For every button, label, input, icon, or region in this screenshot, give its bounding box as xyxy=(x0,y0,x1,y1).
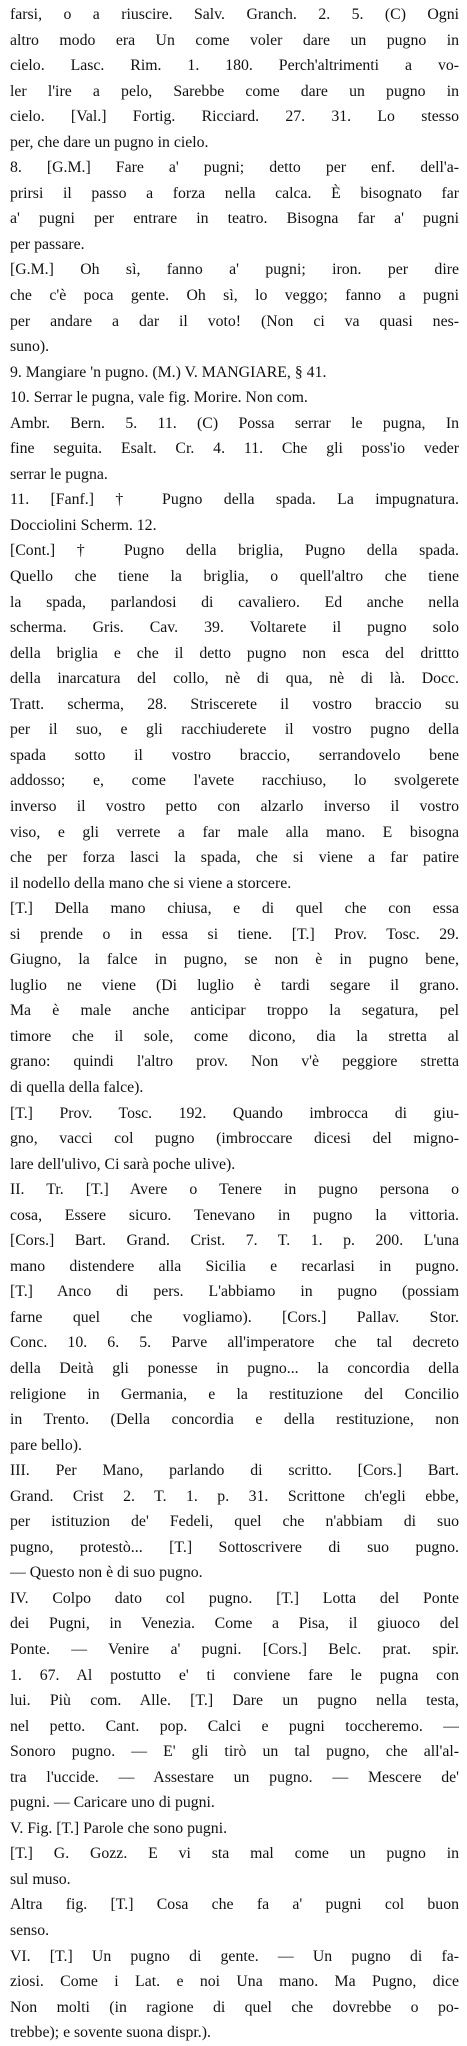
text-line: si prende o in essa si tiene. [T.] Prov. Tosc. 29. xyxy=(10,925,459,943)
text-line: gno, vacci col pugno (imbroccare dicesi del migno- xyxy=(10,1130,459,1148)
text-line: sul muso. xyxy=(10,1870,71,1888)
text-line: II. Tr. [T.] Avere o Tenere in pugno persona o xyxy=(10,1181,459,1199)
text-line: pugno, protestò... [T.] Sottoscrivere di suo pugno. xyxy=(10,1538,459,1556)
text-line: della Deità gli ponesse in pugno... la concordia della xyxy=(10,1359,459,1377)
text-line: — Questo non è di suo pugno. xyxy=(10,1564,203,1582)
text-line: trebbe); e sovente suona dispr.). xyxy=(10,2024,211,2042)
text-line: il nodello della mano che si viene a storcere. xyxy=(10,874,292,892)
text-line: [T.] G. Gozz. E vi sta mal come un pugno in xyxy=(10,1845,459,1863)
text-line: scherma. Gris. Cav. 39. Voltarete il pugno solo xyxy=(10,619,459,637)
text-line: Ma è male anche anticipar troppo la segatura, pel xyxy=(10,1002,459,1020)
text-line: suno). xyxy=(10,338,50,356)
text-line: per passare. xyxy=(10,235,85,253)
text-line: Quello che tiene la briglia, o quell'altro che tiene xyxy=(10,568,459,586)
text-line: III. Per Mano, parlando di scritto. [Cors.] Bart. xyxy=(10,1462,459,1480)
text-line: [T.] Anco di pers. L'abbiamo in pugno (possiam xyxy=(10,1283,459,1301)
text-line: di quella della falce). xyxy=(10,1078,144,1096)
text-line: ziosi. Come i Lat. e noi Una mano. Ma Pugno, dice xyxy=(10,1973,459,1991)
text-line: inverso il vostro petto con alzarlo inverso il vostro xyxy=(10,797,459,815)
text-line: Sonoro pugno. — E' gli tirò un tal pugno, che all'al- xyxy=(10,1743,459,1761)
text-line: nel petto. Cant. pop. Calci e pugni toccheremo. — xyxy=(10,1717,459,1735)
text-line: per istituzion de' Fedeli, quel che n'abbiam di suo xyxy=(10,1513,459,1531)
text-line: lare dell'ulivo, Ci sarà poche ulive). xyxy=(10,1155,236,1173)
text-line: ler l'ire a pelo, Sarebbe come dare un pugno in xyxy=(10,82,459,100)
text-line: spada sotto il vostro braccio, serrandovelo bene xyxy=(10,746,459,764)
text-line: Altra fig. [T.] Cosa che fa a' pugni col buon xyxy=(10,1896,459,1914)
text-line: serrar le pugna. xyxy=(10,465,108,483)
text-line: tra l'uccide. — Assestare un pugno. — Mescere de' xyxy=(10,1768,459,1786)
text-line: che c'è poca gente. Oh sì, lo veggo; fanno a pugni xyxy=(10,287,459,305)
text-line: 8. [G.M.] Fare a' pugni; detto per enf. dell'a- xyxy=(10,159,459,177)
text-line: IV. Colpo dato col pugno. [T.] Lotta del Ponte xyxy=(10,1589,459,1607)
text-line: farne quel che vogliamo). [Cors.] Pallav. Stor. xyxy=(10,1308,459,1326)
text-line: VI. [T.] Un pugno di gente. — Un pugno di fa- xyxy=(10,1947,459,1965)
text-line: Ambr. Bern. 5. 11. (C) Possa serrar le pugna, In xyxy=(10,414,459,432)
text-line: pare bello). xyxy=(10,1436,82,1454)
text-line: [G.M.] Oh sì, fanno a' pugni; iron. per dire xyxy=(10,261,459,279)
text-line: pugni. — Caricare uno di pugni. xyxy=(10,1794,215,1812)
text-line: altro modo era Un come voler dare un pugno in xyxy=(10,31,459,49)
text-line: [T.] Prov. Tosc. 192. Quando imbrocca di giu- xyxy=(10,1104,459,1122)
text-line: religione in Germania, e la restituzione del Concilio xyxy=(10,1385,459,1403)
text-line: [Cont.] † Pugno della briglia, Pugno della spada. xyxy=(10,542,459,560)
text-line: viso, e gli verrete a far male alla mano. E bisogna xyxy=(10,823,459,841)
text-line: [Cors.] Bart. Grand. Crist. 7. T. 1. p. 200. L'una xyxy=(10,1232,459,1250)
text-line: addosso; e, come l'avete racchiuso, lo svolgerete xyxy=(10,772,459,790)
text-line: Tratt. scherma, 28. Striscerete il vostro braccio su xyxy=(10,695,459,713)
text-line: lui. Più com. Alle. [T.] Dare un pugno nella testa, xyxy=(10,1692,459,1710)
text-line: per il suo, e gli racchiuderete il vostro pugno della xyxy=(10,721,459,739)
text-line: cielo. Lasc. Rim. 1. 180. Perch'altrimenti a vo- xyxy=(10,57,459,75)
text-line: 11. [Fanf.] † Pugno della spada. La impugnatura. xyxy=(10,491,459,509)
text-line: [T.] Della mano chiusa, e di quel che con essa xyxy=(10,900,459,918)
text-line: farsi, o a riuscire. Salv. Granch. 2. 5. (C) Ogni xyxy=(10,6,459,23)
text-line: senso. xyxy=(10,1922,50,1940)
text-line: 10. Serrar le pugna, vale fig. Morire. Non com. xyxy=(10,389,308,407)
text-line: per andare a dar il voto! (Non ci va quasi nes- xyxy=(10,312,459,330)
text-line: Ponte. — Venire a' pugni. [Cors.] Belc. prat. spir. xyxy=(10,1641,459,1658)
text-line: Giugno, la falce in pugno, se non è in pugno bene, xyxy=(10,951,459,969)
text-line: dei Pugni, in Venezia. Come a Pisa, il giuoco del xyxy=(10,1615,459,1633)
text-line: fine seguita. Esalt. Cr. 4. 11. Che gli poss'io veder xyxy=(10,440,459,458)
text-line: in Trento. (Della concordia e della restituzione, non xyxy=(10,1411,459,1429)
text-line: Docciolini Scherm. 12. xyxy=(10,516,157,534)
text-line: mano distendere alla Sicilia e recarlasi in pugno. xyxy=(10,1257,459,1275)
text-line: grano: quindi l'altro prov. Non v'è peggiore stretta xyxy=(10,1053,459,1071)
text-line: V. Fig. [T.] Parole che sono pugni. xyxy=(10,1819,228,1837)
text-line: Grand. Crist 2. T. 1. p. 31. Scrittone ch'egli ebbe, xyxy=(10,1487,459,1505)
text-line: la spada, parlandosi di cavaliero. Ed anche nella xyxy=(10,593,459,611)
text-line: cosa, Essere sicuro. Tenevano in pugno la vittoria. xyxy=(10,1206,459,1224)
text-line: 9. Mangiare 'n pugno. (M.) V. MANGIARE, § 41. xyxy=(10,363,327,381)
text-line: Conc. 10. 6. 5. Parve all'imperatore che tal decreto xyxy=(10,1334,459,1352)
entry-text-column xyxy=(10,2,459,2046)
text-line: timore che il sole, come dicono, dia la stretta al xyxy=(10,1027,459,1045)
text-line: 1. 67. Al postutto e' ti conviene fare le pugna con xyxy=(10,1666,459,1684)
text-line: a' pugni per entrare in teatro. Bisogna far a' pugni xyxy=(10,210,459,228)
text-line: della inarcatura del collo, nè di qua, nè di là. Docc. xyxy=(10,670,459,688)
text-line: Non molti (in ragione di quel che dovrebbe o po- xyxy=(10,1998,459,2016)
text-line: che per forza lasci la spada, che si viene a far patire xyxy=(10,849,459,867)
text-line: per, che dare un pugno in cielo. xyxy=(10,133,209,151)
text-line: prirsi il passo a forza nella calca. È bisognato far xyxy=(10,184,459,202)
text-line: cielo. [Val.] Fortig. Ricciard. 27. 31. Lo stesso xyxy=(10,108,459,126)
text-line: luglio ne viene (Di luglio è tardi segare il grano. xyxy=(10,976,459,994)
text-line: della briglia e che il detto pugno non esca del drittto xyxy=(10,644,459,662)
